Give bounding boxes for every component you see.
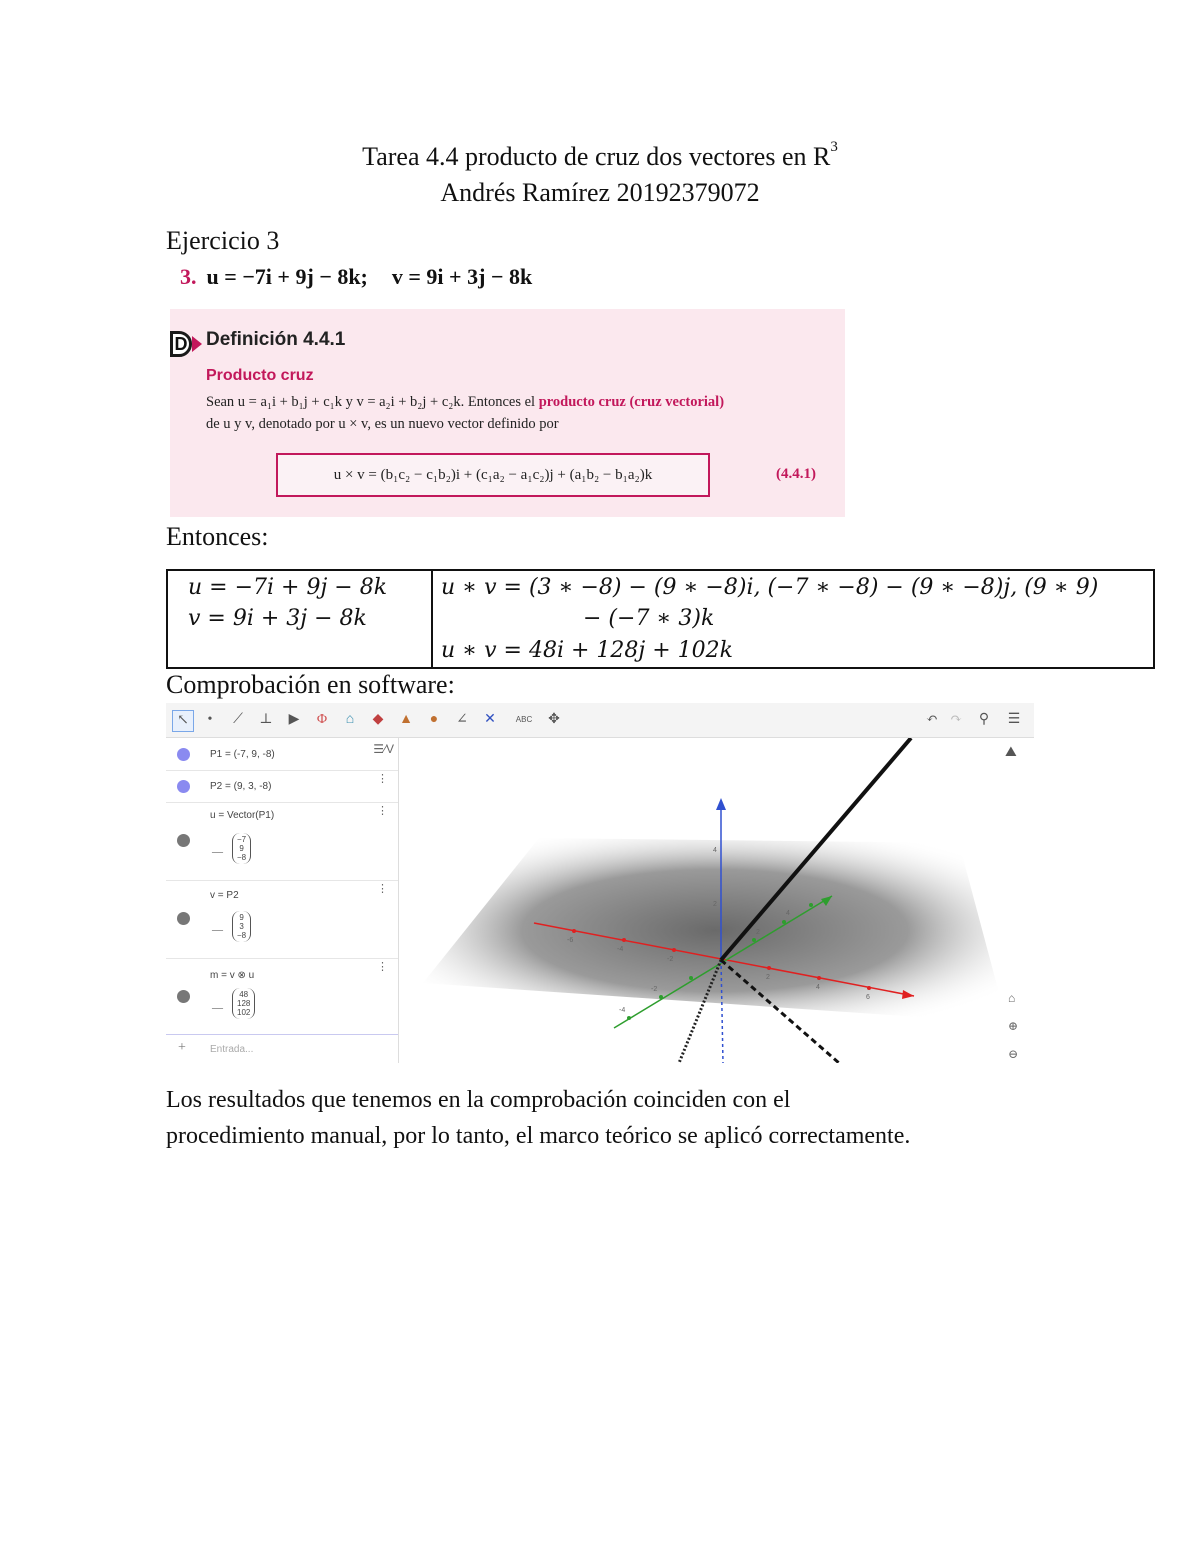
zoom-in-icon[interactable]: ⊕	[1008, 1019, 1019, 1033]
vector-matrix	[232, 833, 251, 864]
x-tick-label: 4	[816, 984, 820, 991]
matrix-entry: 9	[239, 913, 244, 922]
intersect-tool-icon[interactable]: ⌂	[345, 712, 355, 727]
more-options-icon[interactable]: ⋮	[377, 961, 388, 973]
redo-icon[interactable]: ↷	[950, 712, 962, 727]
y-tick	[782, 920, 786, 924]
algebra-row-text: P1 = (-7, 9, -8)	[210, 749, 275, 760]
x-tick	[767, 966, 771, 970]
conclusion-paragraph	[166, 1082, 1066, 1154]
perpendicular-tool-icon[interactable]: ⊥	[259, 712, 273, 727]
x-tick-label: 6	[866, 994, 870, 1001]
algebra-row-text: v = P2	[210, 890, 239, 901]
document-title	[0, 139, 1200, 172]
vector-matrix	[232, 911, 251, 942]
x-tick	[572, 929, 576, 933]
calculation-table	[166, 569, 1155, 669]
algebra-row-m[interactable]	[166, 958, 398, 1035]
equals-dash: —	[212, 924, 223, 936]
matrix-entry: 9	[239, 844, 244, 853]
undo-icon[interactable]: ↶	[926, 712, 938, 727]
z-axis-arrow-icon	[716, 798, 726, 810]
plane-tool-icon[interactable]: ◆	[372, 712, 384, 727]
algebra-menu-icon[interactable]: ☰∕V	[373, 742, 394, 756]
table-cross-line-2: − (−7 ∗ 3)k	[583, 606, 715, 631]
view-tool-icon[interactable]: ✥	[548, 712, 560, 727]
y-tick-label: -4	[619, 1007, 626, 1014]
matrix-entry: 128	[237, 999, 251, 1008]
pyramid-tool-icon[interactable]: ▲	[399, 712, 413, 727]
matrix-entry: 102	[237, 1008, 251, 1017]
matrix-entry: −7	[237, 835, 247, 844]
algebra-input-row[interactable]	[166, 1034, 398, 1063]
y-tick	[627, 1016, 631, 1020]
reflect-tool-icon[interactable]: ✕	[484, 712, 496, 727]
algebra-row-u[interactable]	[166, 802, 398, 881]
polygon-tool-icon[interactable]: ▶	[288, 712, 300, 727]
definition-line-1	[206, 394, 724, 411]
title-superscript: 3	[830, 139, 838, 156]
algebra-row-text: m = v ⊗ u	[210, 970, 255, 981]
zoom-out-icon[interactable]: ⊖	[1008, 1047, 1019, 1061]
algebra-view	[166, 738, 399, 1063]
exercise-number: 3.	[180, 264, 197, 289]
x-tick-label: -2	[667, 956, 674, 963]
table-cross-line-1: u ∗ v = (3 ∗ −8) − (9 ∗ −8)i, (−7 ∗ −8) − (9 ∗ −8)j, (9 ∗ 9)	[441, 575, 1099, 600]
y-tick	[689, 976, 693, 980]
then-label: Entonces:	[166, 522, 269, 551]
exercise-heading: Ejercicio 3	[166, 226, 280, 255]
more-options-icon[interactable]: ⋮	[377, 883, 388, 895]
y-tick-label: 2	[756, 929, 760, 936]
algebra-row-p2[interactable]	[166, 770, 398, 803]
x-tick	[817, 976, 821, 980]
line-tool-icon[interactable]: ⟋	[233, 712, 243, 727]
x-tick	[672, 948, 676, 952]
exercise-u: u = −7i + 9j − 8k;	[206, 264, 368, 289]
table-divider	[431, 571, 433, 667]
y-tick	[752, 938, 756, 942]
angle-tool-icon[interactable]: ∠	[456, 712, 468, 727]
menu-icon[interactable]: ☰	[1007, 712, 1021, 727]
x-tick	[622, 938, 626, 942]
home-icon[interactable]: ⌂	[1008, 991, 1016, 1005]
x-tick-label: -6	[567, 937, 574, 944]
geogebra-window	[166, 703, 1034, 1063]
matrix-entry: −8	[237, 853, 247, 862]
exercise-statement	[180, 264, 532, 290]
definition-formula: u × v = (b₁c₂ − c₁b₂)i + (c₁a₂ − a₁c₂)j + (a₁b₂ − b₁a₂)k	[276, 453, 710, 497]
matrix-entry: 48	[239, 990, 249, 999]
y-tick	[659, 995, 663, 999]
more-options-icon[interactable]: ⋮	[377, 805, 388, 817]
vector-matrix	[232, 988, 255, 1019]
table-v: v = 9i + 3j − 8k	[188, 606, 367, 631]
sphere-tool-icon[interactable]: ●	[429, 712, 439, 727]
z-tick-label: 2	[713, 901, 717, 908]
algebra-row-text: u = Vector(P1)	[210, 810, 275, 821]
visibility-dot-icon[interactable]	[177, 912, 190, 925]
equation-number: (4.4.1)	[776, 466, 816, 482]
input-bar[interactable]: Entrada...	[210, 1044, 254, 1055]
exercise-v: v = 9i + 3j − 8k	[391, 264, 533, 289]
circle-tool-icon[interactable]: Φ	[316, 712, 328, 727]
visibility-dot-icon[interactable]	[177, 780, 190, 793]
matrix-entry: 3	[239, 922, 244, 931]
equals-dash: —	[212, 1002, 223, 1014]
move-tool-icon[interactable]: ↖	[172, 710, 194, 732]
table-u: u = −7i + 9j − 8k	[188, 575, 388, 600]
definition-line-2: de u y v, denotado por u × v, es un nuevo vector definido por	[206, 416, 559, 432]
style-bar-icon[interactable]: ⛰	[1005, 745, 1017, 760]
plus-icon[interactable]: +	[178, 1040, 186, 1055]
z-tick-label: 4	[713, 847, 717, 854]
definition-box	[170, 309, 845, 517]
graphics-3d-view[interactable]	[399, 738, 1034, 1063]
y-tick-label: 4	[786, 910, 790, 917]
search-icon[interactable]: ⚲	[978, 712, 990, 727]
x-tick-label: -4	[617, 946, 624, 953]
y-tick	[809, 903, 813, 907]
definition-subtitle: Producto cruz	[206, 367, 314, 384]
table-result: u ∗ v = 48i + 128j + 102k	[441, 638, 733, 663]
definition-badge: D	[170, 331, 192, 357]
algebra-row-text: P2 = (9, 3, -8)	[210, 781, 272, 792]
title-text: Tarea 4.4 producto de cruz dos vectores en R	[362, 142, 831, 171]
more-options-icon[interactable]: ⋮	[377, 773, 388, 785]
definition-title: Definición 4.4.1	[206, 329, 346, 350]
x-tick	[867, 986, 871, 990]
author-line: Andrés Ramírez 20192379072	[440, 178, 760, 207]
matrix-entry: −8	[237, 931, 247, 940]
point-tool-icon[interactable]: •	[207, 712, 213, 727]
definition-line-1-text: Sean u = a₁i + b₁j + c₁k y v = a₂i + b₂j + c₂k. Entonces el	[206, 394, 539, 410]
conclusion-line-2: procedimiento manual, por lo tanto, el marco teórico se aplicó correctamente.	[166, 1123, 911, 1149]
xy-plane	[423, 838, 1007, 1023]
equals-dash: —	[212, 846, 223, 858]
conclusion-line-1: Los resultados que tenemos en la comprobación coinciden con el	[166, 1087, 791, 1113]
text-tool-icon[interactable]: ABC	[515, 715, 533, 724]
algebra-row-v[interactable]	[166, 880, 398, 959]
definition-arrow-icon	[192, 336, 202, 352]
visibility-dot-icon[interactable]	[177, 834, 190, 847]
definition-highlight: producto cruz (cruz vectorial)	[538, 394, 725, 410]
x-tick-label: 2	[766, 974, 770, 981]
software-label: Comprobación en software:	[166, 670, 455, 699]
visibility-dot-icon[interactable]	[177, 748, 190, 761]
geogebra-toolbar	[166, 703, 1034, 738]
visibility-dot-icon[interactable]	[177, 990, 190, 1003]
y-tick-label: -2	[651, 986, 658, 993]
algebra-row-p1[interactable]	[166, 738, 398, 771]
